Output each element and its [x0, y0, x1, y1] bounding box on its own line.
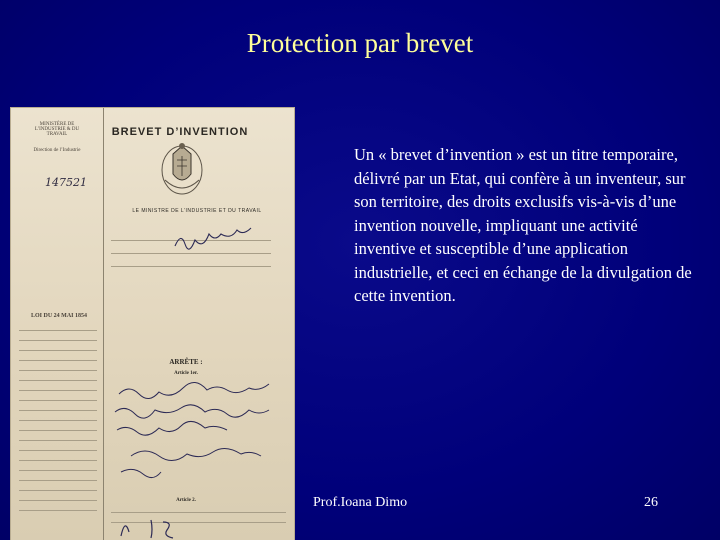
document-date-left: LOI DU 24 MAI 1854	[30, 313, 87, 319]
document-left-sub: Direction de l’Industrie	[33, 148, 81, 153]
document-subheading: LE MINISTRE DE L’INDUSTRIE ET DU TRAVAIL	[132, 208, 262, 214]
patent-document-image	[11, 108, 294, 540]
footer-author: Prof.Ioana Dimo	[313, 495, 408, 510]
slide-title: Protection par brevet	[246, 28, 474, 58]
coat-of-arms-icon	[159, 140, 205, 196]
page-number: 26	[644, 495, 658, 510]
handwriting-date	[171, 226, 271, 256]
document-number: 147521	[45, 176, 87, 189]
handwriting-block	[111, 380, 286, 480]
slide-body-text: Un « brevet d’invention » est un titre temporaire, délivré par un Etat, qui confère à un inventeur, sur son territoire, des droits exclusifs vis-à-vis d’une invention nouvelle, impliquant une activité inventive et susceptible d’une application industrielle, et ceci en échange de la divulgation de cette invention.	[354, 145, 692, 305]
document-left-column	[11, 108, 104, 540]
document-arrete: ARRÊTE :	[169, 358, 203, 366]
document-left-header: MINISTÈRE DE L’INDUSTRIE & DU TRAVAIL	[34, 122, 80, 137]
document-article-1: Article 1er.	[174, 371, 198, 376]
document-heading: BREVET D’INVENTION	[111, 126, 249, 138]
signature	[111, 516, 211, 540]
document-article-2: Article 2.	[176, 498, 196, 503]
